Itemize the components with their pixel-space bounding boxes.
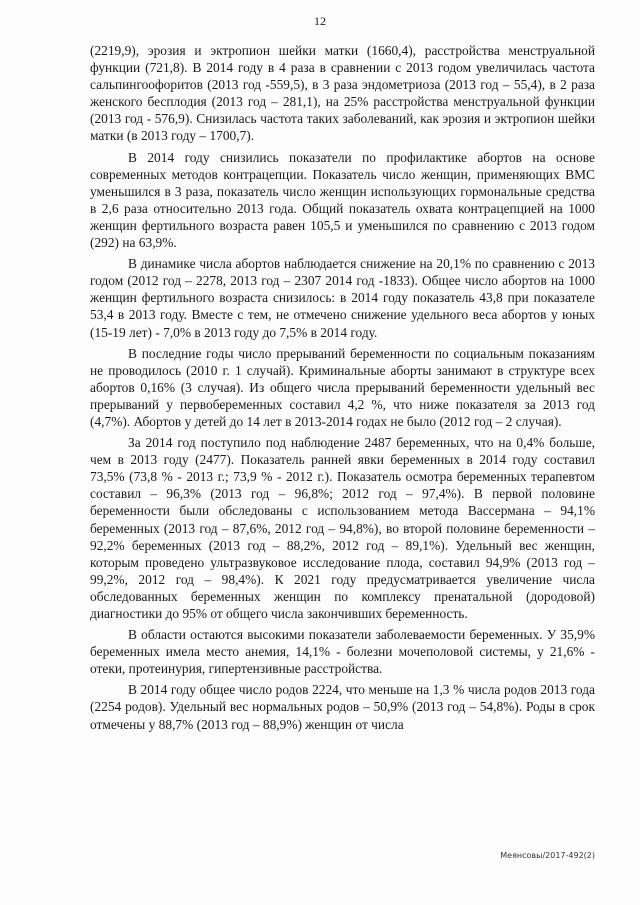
paragraph-2: В 2014 году снизились показатели по профилактике абортов на основе современных методов контрацепции. Показатель число женщин, применяющих ВМС уменьшился в 3 раза, показатель число женщин использующих гормональные средства в 2,6 раза относительно 2013 года. Общий показатель охвата контрацепцией на 1000 женщин фертильного возраста равен 105,5 и уменьшился по сравнению с 2013 годом (292) на 63,9%. xyxy=(90,149,595,251)
paragraph-3: В динамике числа абортов наблюдается снижение на 20,1% по сравнению с 2013 годом (2012 год – 2278, 2013 год – 2307 2014 год -1833). Общее число абортов на 1000 женщин фертильного возраста снизилось: в 2014 году показатель 43,8 при показателе 53,4 в 2013 году. Вместе с тем, не отмечено снижение удельного веса абортов у юных (15-19 лет) - 7,0% в 2013 году до 7,5% в 2014 году. xyxy=(90,256,595,340)
paragraph-1: (2219,9), эрозия и эктропион шейки матки (1660,4), расстройства менструальной функции (721,8). В 2014 году в 4 раза в сравнении с 2013 годом увеличилась частота сальпингоофоритов (2013 год -559,5), в 3 раза эндометриоза (2013 год – 55,4), в 2 раза женского бесплодия (2013 год – 281,1), на 25% расстройства менструальной функции (2013 год - 576,9). Снизилась частота таких заболеваний, как эрозия и эктропион шейки матки (в 2013 году – 1700,7). xyxy=(90,43,595,144)
paragraph-4: В последние годы число прерываний беременности по социальным показаниям не проводилось (2010 г. 1 случай). Криминальные аборты занимают в структуре всех абортов 0,16% (3 случая). Из общего числа прерываний беременности удельный вес прерываний у первобеременных составил 4,2 %, что ниже показателя за 2013 год (4,7%). Абортов у детей до 14 лет в 2013-2014 годах не было (2012 год – 2 случая). xyxy=(90,345,595,429)
paragraph-6: В области остаются высокими показатели заболеваемости беременных. У 35,9% беременных имела место анемия, 14,1% - болезни мочеполовой системы, у 21,6% - отеки, протеинурия, гипертензивные расстройства. xyxy=(90,627,595,677)
paragraph-7: В 2014 году общее число родов 2224, что меньше на 1,3 % числа родов 2013 года (2254 родов). Удельный вес нормальных родов – 50,9% (2013 год – 54,8%). Роды в срок отмечены у 88,7% (2013 год – 88,9%) женщин от числа xyxy=(90,682,595,732)
page-number: 12 xyxy=(314,14,326,28)
paragraph-5: За 2014 год поступило под наблюдение 2487 беременных, что на 0,4% больше, чем в 2013 году (2477). Показатель ранней явки беременных в 2014 году составил 73,5% (73,8 % - 2013 г.; 73,9 % - 2012 г.). Показатель осмотра беременных терапевтом составил – 96,3% (2013 год – 96,8%; 2012 год – 97,4%). В первой половине беременности были обследованы с использованием метода Вассермана – 94,1% беременных (2013 год – 87,6%, 2012 год – 94,8%), во второй половине беременности – 92,2% беременных (2013 год – 88,2%, 2012 год – 89,1%). Удельный вес женщин, которым проведено ультразвуковое исследование плода, составил 94,9% (2013 год – 99,2%, 2012 год – 98,4%). К 2021 году предусматривается увеличение числа обследованных беременных женщин по комплексу пренатальной (дородовой) диагностики до 95% от общего числа закончивших беременность. xyxy=(90,435,595,621)
document-code: Меянсовы/2017-492(2) xyxy=(500,851,595,860)
body-text xyxy=(90,42,595,737)
